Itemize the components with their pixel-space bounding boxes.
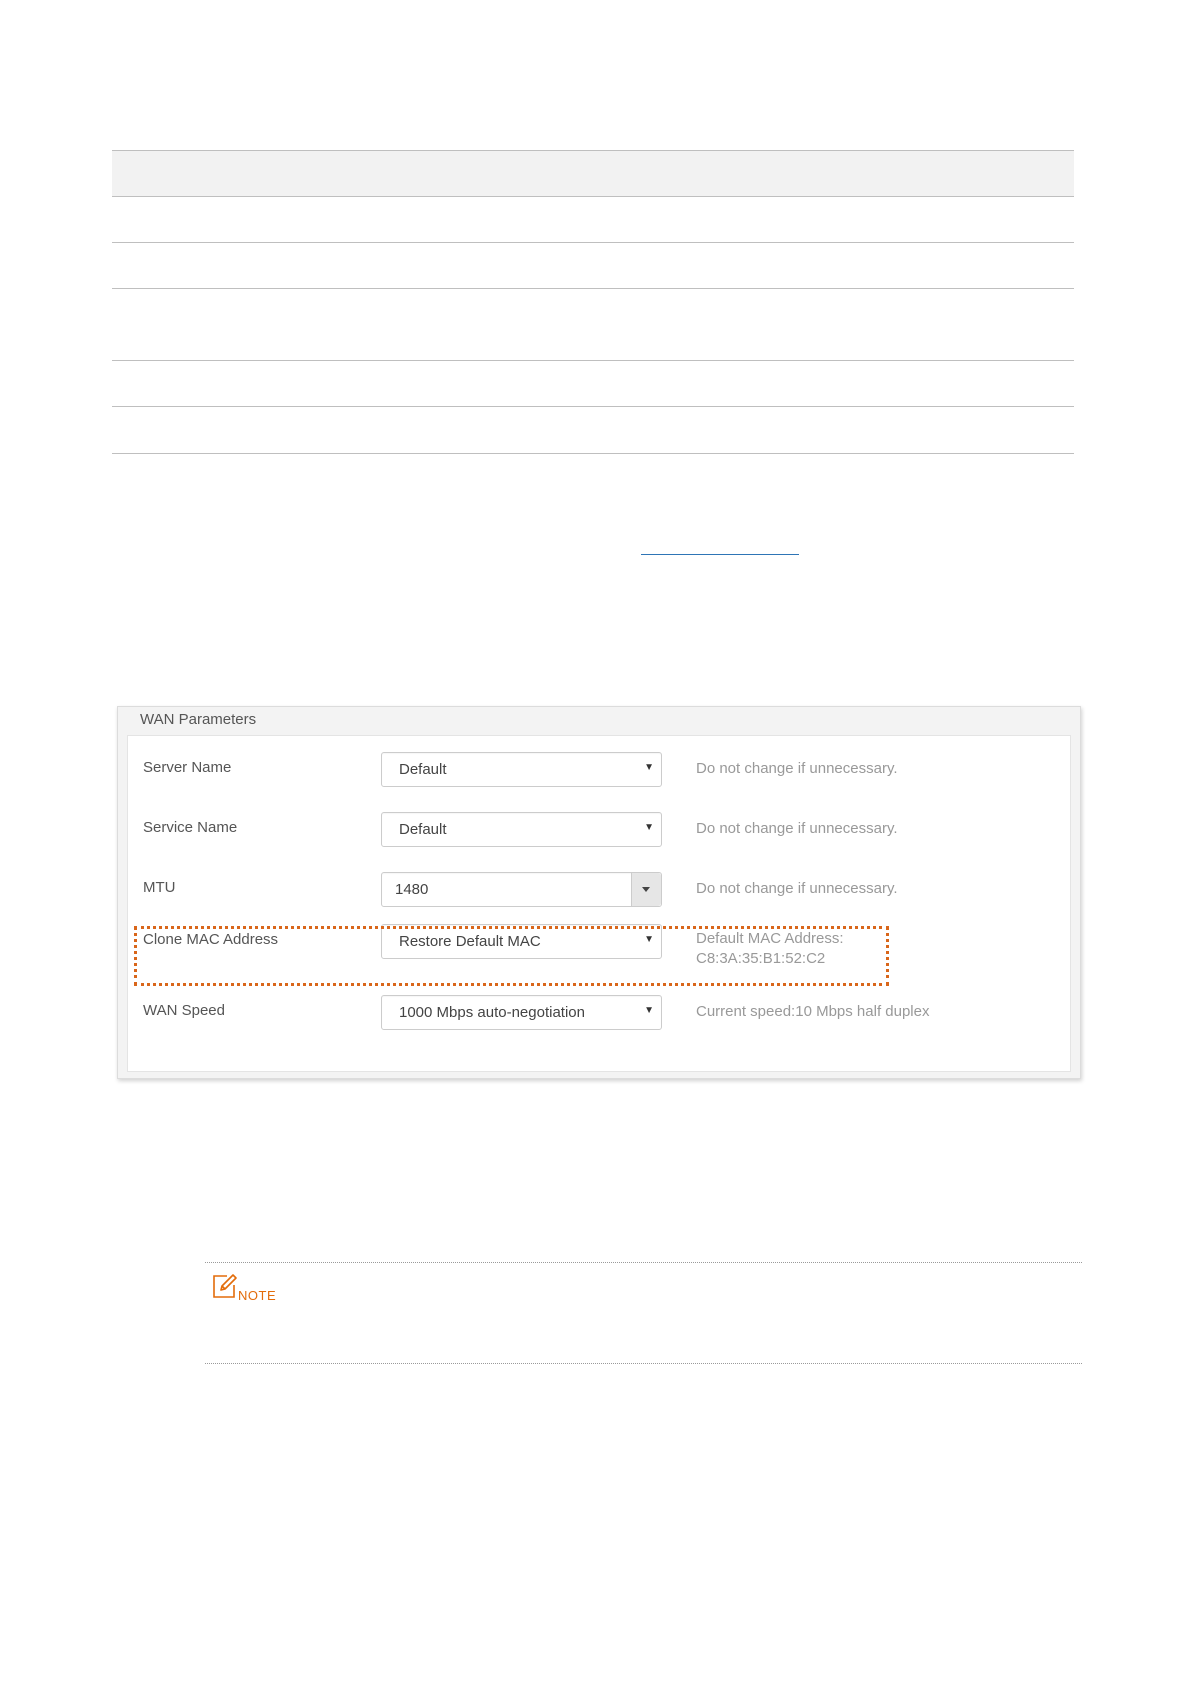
wan-speed-hint: Current speed:10 Mbps half duplex: [696, 1003, 930, 1020]
note-top-rule: [205, 1262, 1082, 1263]
mtu-dropdown-button[interactable]: [631, 873, 661, 906]
server-name-label: Server Name: [143, 759, 232, 776]
clone-mac-label: Clone MAC Address: [143, 931, 279, 948]
service-name-value: Default: [399, 821, 447, 838]
table-row: [112, 196, 1074, 242]
dropdown-arrow-icon: ▼: [644, 822, 654, 833]
server-name-hint: Do not change if unnecessary.: [696, 760, 898, 777]
mtu-label: MTU: [143, 879, 176, 896]
server-name-select[interactable]: [381, 752, 662, 787]
note-label: NOTE: [238, 1288, 277, 1303]
hyperlink-underline[interactable]: [641, 554, 799, 555]
default-mac-caption: Default MAC Address:: [696, 930, 844, 947]
parameter-table: [112, 150, 1074, 454]
table-row: [112, 406, 1074, 454]
mtu-combobox[interactable]: [381, 872, 662, 907]
clone-mac-highlight: [134, 926, 889, 986]
table-row: [112, 360, 1074, 406]
server-name-value: Default: [399, 761, 447, 778]
table-row: [112, 242, 1074, 288]
service-name-select[interactable]: [381, 812, 662, 847]
note-pencil-icon: [212, 1273, 238, 1299]
note-bottom-rule: [205, 1363, 1082, 1364]
dropdown-arrow-icon: ▼: [644, 762, 654, 773]
table-header-row: [112, 150, 1074, 196]
wan-speed-value: 1000 Mbps auto-negotiation: [399, 1004, 585, 1021]
wan-speed-select[interactable]: [381, 995, 662, 1030]
mtu-value: 1480: [395, 881, 429, 898]
caret-down-icon: [642, 887, 650, 892]
mtu-hint: Do not change if unnecessary.: [696, 880, 898, 897]
service-name-hint: Do not change if unnecessary.: [696, 820, 898, 837]
dropdown-arrow-icon: ▼: [644, 1005, 654, 1016]
wan-speed-label: WAN Speed: [143, 1002, 225, 1019]
panel-title: WAN Parameters: [140, 711, 257, 728]
service-name-label: Service Name: [143, 819, 238, 836]
dropdown-arrow-icon: ▼: [644, 934, 654, 945]
clone-mac-value: Restore Default MAC: [399, 933, 541, 950]
panel-body: [127, 735, 1071, 1072]
default-mac-address: C8:3A:35:B1:52:C2: [696, 950, 826, 967]
table-row: [112, 288, 1074, 360]
wan-parameters-panel: [117, 706, 1081, 1079]
